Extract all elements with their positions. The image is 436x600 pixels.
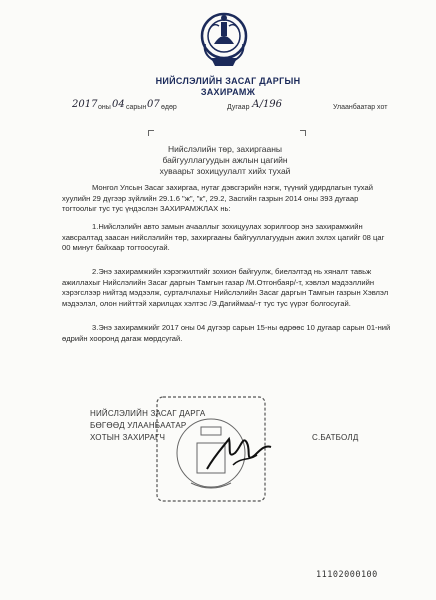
document-type: ЗАХИРАМЖ	[200, 87, 256, 97]
subject-line: байгууллагуудын ажлын цагийн	[162, 155, 288, 165]
subject-line: Нийслэлийн төр, захиргааны	[167, 144, 283, 154]
clause-3: 3.Энэ захирамжийг 2017 оны 04 дүгээр сарын 15-ны өдрөөс 10 дугаар сарын 01-ний өдрийн хооронд дагаж мөрдсугай.	[62, 323, 391, 343]
org-title: НИЙСЛЭЛИЙН ЗАСАГ ДАРГЫН	[155, 76, 301, 86]
date-day: 07	[147, 99, 160, 110]
document-number: А/196	[252, 99, 283, 110]
subject-corner-tr	[300, 130, 306, 136]
clause-2: 2.Энэ захирамжийн хэрэгжилтийг зохион байгуулж, биелэлтэд нь хяналт тавьж ажиллахыг Нийслэлийн Засаг даргын Тамгын газар /М.Отгонбаяр/-т, хэвлэл мэдээллийн хэрэгслээр нийтэд мэдээлж, сурталчлахыг Нийслэлийн Засаг даргын Тамгын газрын Хэвлэл мэдээлэл, олон нийттэй харилцах хэлтэс /Э.Дагиймаа/-т тус тус үүрэг болгосугай.	[62, 267, 389, 308]
subject-corner-tl	[148, 130, 154, 136]
subject-line: хуваарьт зохицуулалт хийх тухай	[159, 166, 291, 176]
state-emblem-icon	[199, 4, 249, 74]
signature-icon	[205, 425, 275, 475]
signatory-title-line2: БӨГӨӨД УЛААНБААТАР	[90, 421, 187, 430]
date-day-label: өдөр	[161, 104, 177, 111]
number-label: Дугаар	[227, 104, 250, 111]
serial-number: 11102000100	[316, 570, 378, 580]
subject-block	[140, 144, 310, 177]
date-year-label: оны	[98, 104, 111, 111]
signatory-title-line1: НИЙСЛЭЛИЙН ЗАСАГ ДАРГА	[90, 409, 206, 418]
signatory-name: С.БАТБОЛД	[312, 433, 359, 442]
city-label: Улаанбаатар хот	[333, 104, 388, 111]
clause-1: 1.Нийслэлийн авто замын ачааллыг зохицуулах зорилгоор энэ захирамжийн хавсралтад заасан нийслэлийн төр, захиргааны байгууллагуудын ажил эхлэх цагийг 08 цаг 00 минут байхаар тогтоосугай.	[62, 222, 385, 252]
date-month-label: сарын	[126, 104, 147, 111]
preamble-paragraph: Монгол Улсын Засаг захиргаа, нутаг дэвсгэрийн нэгж, түүний удирдлагын тухай хуулийн 29 дүгээр зүйлийн 29.1.6 "ж", "к", 29.2, Засгийн газрын 2014 оны 393 дугаар тогтоолыг тус тус үндэслэн ЗАХИРАМЖЛАХ нь:	[62, 183, 373, 213]
signatory-title-line3: ХОТЫН ЗАХИРАГЧ	[90, 433, 166, 442]
date-month: 04	[112, 99, 125, 110]
date-year: 2017	[72, 99, 98, 110]
